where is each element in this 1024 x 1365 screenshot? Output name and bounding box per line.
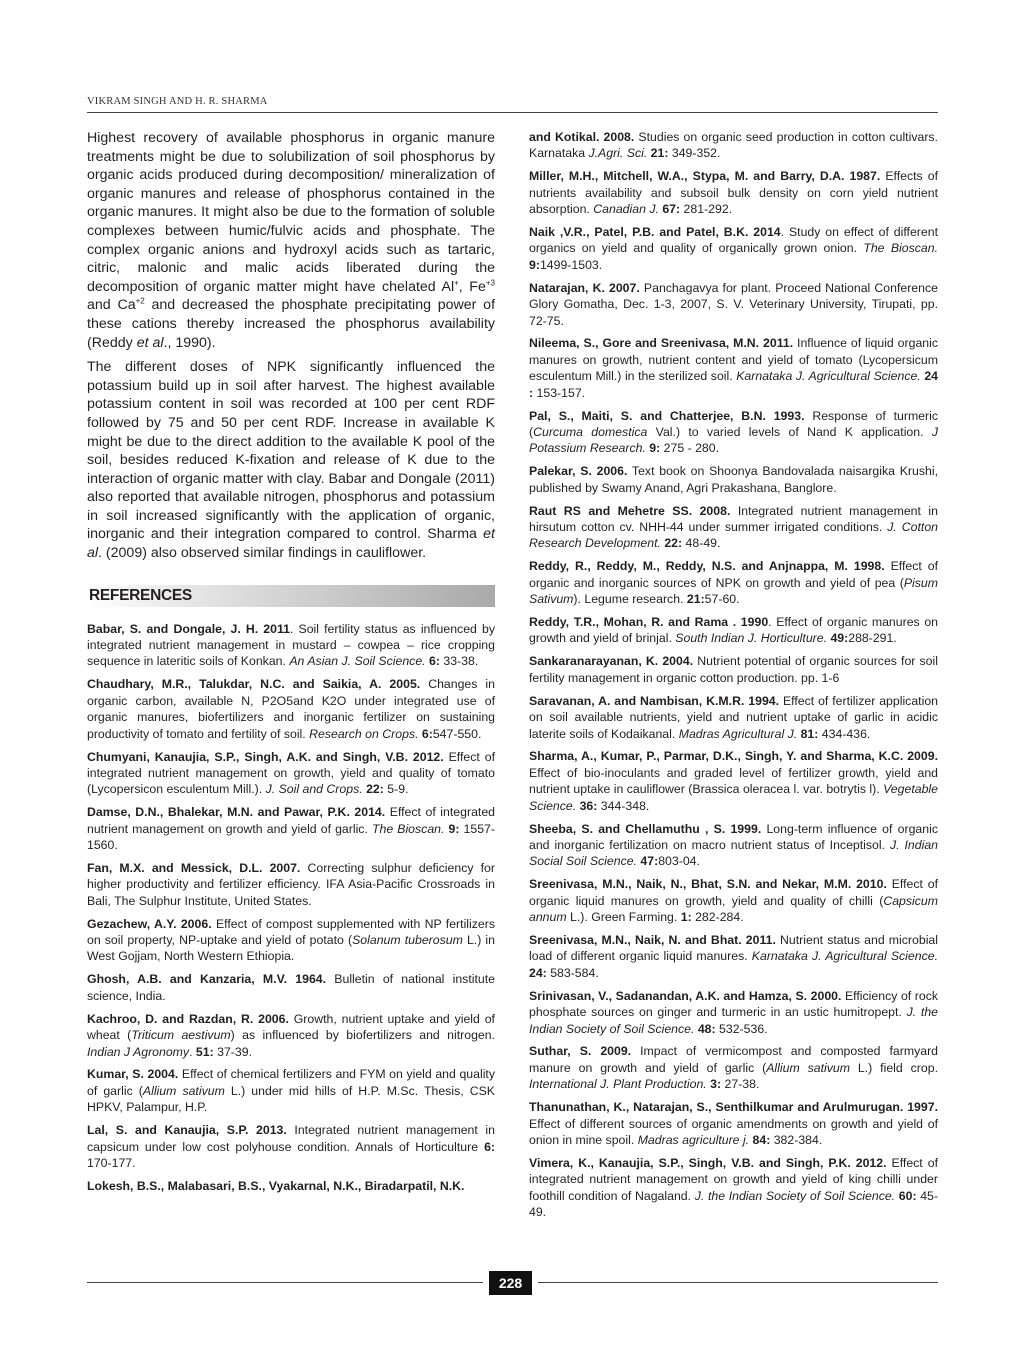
- italic-text: Pisum Sativum: [529, 575, 938, 607]
- ref-authors-text: Fan, M.X. and Messick, D.L. 2007.: [87, 860, 301, 875]
- text-run: L.) field crop.: [850, 1060, 938, 1075]
- text-run: Highest recovery of available phosphorus in organic manure treatments might be due to solubilization of soil phosphorus by organic acids produced during decomposition/ mineralization of organic manures and release of phosphorus contained in the organic manures. It might also be due to the formation of soluble complexes between humic/fulvic acids and phosphate. The complex organic anions and hydroxyl acids such as tartaric, citric, malonic and malic acids liberated during the decomposition of organic matter might have chelated Al: [87, 130, 495, 295]
- text-run: 1499-1503.: [539, 257, 603, 272]
- text-run: Bulletin of national institute science, India.: [87, 972, 495, 1003]
- italic-text: Karnataka J. Agricultural Science.: [736, 369, 921, 384]
- text-run: Effect of integrated nutrient management on growth, yield and quality of tomato (Lycopersicon esculentum Mill.).: [87, 749, 496, 797]
- ref-authors-text: Reddy, T.R., Mohan, R. and Rama . 1990: [529, 615, 769, 630]
- ref-authors-text: Babar, S. and Dongale, J. H. 2011: [87, 621, 290, 636]
- text-run: Effect of chemical fertilizers and FYM on yield and quality of garlic (: [87, 1067, 496, 1098]
- ref-authors-text: 48:: [697, 1021, 716, 1036]
- reference-entry: [529, 224, 938, 273]
- ref-authors-text: Natarajan, K. 2007.: [529, 280, 640, 295]
- reference-entry: [529, 503, 938, 552]
- italic-text: South Indian J. Horticulture.: [675, 631, 828, 646]
- reference-entry: [529, 748, 938, 814]
- italic-text: J Potassium Research.: [529, 425, 938, 456]
- text-run: +3: [485, 278, 495, 288]
- reference-entry: [87, 1011, 495, 1060]
- body-paragraph-2: [87, 358, 495, 563]
- text-run: .: [189, 1044, 196, 1059]
- references-list-right: [529, 129, 938, 1220]
- ref-authors-text: 24:: [529, 965, 547, 980]
- ref-authors-text: 9:: [448, 821, 460, 836]
- text-run: 45-49.: [529, 1188, 938, 1220]
- text-run: 532-536.: [715, 1021, 768, 1036]
- running-head: VIKRAM SINGH AND H. R. SHARMA: [87, 96, 268, 107]
- text-run: Nutrient potential of organic sources for soil fertility management in organic cotton production. pp. 1-6: [529, 654, 938, 685]
- reference-entry: [87, 749, 495, 798]
- text-run: 48-49.: [682, 536, 721, 551]
- text-run: Impact of vermicompost and composted farmyard manure on growth and yield of garlic (: [529, 1044, 939, 1075]
- reference-entry: [87, 1178, 495, 1194]
- reference-entry: [87, 621, 495, 670]
- ref-authors-text: 1:: [680, 910, 692, 925]
- italic-text: Karnataka J. Agricultural Science.: [751, 949, 938, 964]
- reference-entry: [87, 676, 495, 742]
- reference-entry: [529, 821, 938, 870]
- reference-entry: [529, 653, 938, 686]
- italic-text: J. Soil and Crops.: [265, 782, 363, 797]
- text-run: 583-584.: [546, 965, 599, 980]
- italic-text: J. the Indian Society of Soil Science.: [694, 1188, 896, 1203]
- italic-text: Madras Agricultural J.: [678, 726, 798, 741]
- text-run: Text book on Shoonya Bandovalada naisargika Krushi, published by Swamy Anand, Agri Prakashana, Banglore.: [529, 464, 939, 495]
- ref-authors-text: Lokesh, B.S., Malabasari, B.S., Vyakarnal, N.K., Biradarpatil, N.K.: [87, 1178, 465, 1193]
- ref-authors-text: Raut RS and Mehetre SS. 2008.: [529, 503, 731, 518]
- italic-text: Research on Crops.: [309, 726, 419, 741]
- reference-entry: [529, 558, 938, 607]
- text-run: Long-term influence of organic and inorganic fertilization on macro nutrient status of Inceptisol.: [529, 821, 938, 852]
- reference-entry: [87, 860, 495, 909]
- ref-authors-text: 60:: [898, 1188, 917, 1203]
- text-run: 288-291.: [848, 631, 897, 646]
- text-run: Integrated nutrient management in capsicum under low cost polyhouse condition. Annals of Horticulture: [87, 1123, 495, 1154]
- reference-entry: [529, 988, 938, 1037]
- ref-authors-text: Sharma, A., Kumar, P., Parmar, D.K., Singh, Y. and Sharma, K.C. 2009.: [529, 749, 938, 764]
- reference-entry: [529, 1099, 938, 1148]
- text-run: 27-38.: [721, 1077, 760, 1092]
- ref-authors-text: 81:: [800, 726, 819, 741]
- reference-entry: [529, 1155, 938, 1221]
- italic-text: et al: [87, 526, 495, 562]
- ref-authors-text: 51:: [195, 1044, 214, 1059]
- text-run: and Ca: [87, 297, 136, 314]
- text-run: . Effect of organic manures on growth and yield of brinjal.: [529, 615, 938, 646]
- text-run: 170-177.: [87, 1155, 136, 1170]
- text-run: 1557-1560.: [87, 821, 495, 853]
- text-run: Influence of liquid organic manures on growth, nutrient content and yield of tomato (Lycopersicum esculentum Mill.) in the sterilized soil.: [529, 336, 939, 384]
- italic-text: J.Agri. Sci.: [588, 146, 648, 161]
- text-run: 349-352.: [668, 146, 721, 161]
- ref-authors-text: 22:: [366, 782, 384, 797]
- ref-authors-text: Suthar, S. 2009.: [529, 1044, 632, 1059]
- footer-rule-left: [87, 1282, 483, 1283]
- ref-authors-text: Chumyani, Kanaujia, S.P., Singh, A.K. and Singh, V.B. 2012.: [87, 749, 444, 764]
- text-run: 382-384.: [770, 1132, 823, 1147]
- ref-authors-text: 36:: [579, 798, 598, 813]
- text-run: 803-04.: [658, 854, 700, 869]
- ref-authors-text: 6:: [429, 654, 440, 669]
- reference-entry: [87, 916, 495, 965]
- text-run: Studies on organic seed production in cotton cultivars. Karnataka: [529, 130, 938, 161]
- text-run: Effect of fertilizer application on soil available nutrients, yield and nutrient uptake of garlic in acidic laterite soils of Kodaikanal.: [529, 693, 938, 741]
- left-column: [87, 129, 495, 1201]
- ref-authors-text: and Kotikal. 2008.: [529, 130, 635, 144]
- text-run: and decreased the phosphate precipitating power of these cations thereby increased the phosphorus availability (Reddy: [87, 297, 496, 351]
- ref-authors-text: Srinivasan, V., Sadanandan, A.K. and Hamza, S. 2000.: [529, 988, 842, 1003]
- ref-authors-text: Sreenivasa, M.N., Naik, N., Bhat, S.N. and Nekar, M.M. 2010.: [529, 877, 887, 892]
- italic-text: Canadian J.: [593, 202, 659, 217]
- ref-authors-text: 9:: [649, 441, 661, 456]
- text-run: Effect of compost supplemented with NP fertilizers on soil property, NP-uptake and yield of potato (: [87, 916, 495, 948]
- text-run: Response of turmeric (: [529, 408, 938, 439]
- text-run: Nutrient status and microbial load of different organic liquid manures.: [529, 932, 939, 964]
- text-run: L.) under mid hills of H.P. M.Sc. Thesis, CSK HPKV, Palampur, H.P.: [87, 1083, 495, 1115]
- italic-text: An Asian J. Soil Science.: [289, 654, 426, 669]
- reference-entry: [529, 693, 938, 742]
- ref-authors-text: 22:: [664, 536, 683, 551]
- ref-authors-text: Miller, M.H., Mitchell, W.A., Stypa, M. and Barry, D.A. 1987.: [529, 169, 881, 184]
- italic-text: Triticum aestivum: [131, 1028, 231, 1043]
- text-run: 344-348.: [597, 798, 650, 813]
- text-run: Effect of integrated nutrient management on growth and yield of garlic.: [87, 805, 496, 836]
- italic-text: Vegetable Science.: [529, 782, 938, 813]
- italic-text: Curcuma domestica: [533, 425, 648, 439]
- ref-authors-text: 24 :: [529, 369, 938, 400]
- text-run: Correcting sulphur deficiency for higher productivity and fertilizer efficiency. IFA Asia-Pacific Crossroads in Bali, The Sulphur Institute, United States.: [87, 860, 495, 908]
- ref-authors-text: Nileema, S., Gore and Sreenivasa, M.N. 2011.: [529, 336, 794, 351]
- ref-authors-text: 49:: [830, 631, 849, 646]
- text-run: L.). Green Farming.: [566, 910, 681, 925]
- reference-entry: [529, 408, 938, 457]
- text-run: Effect of bio-inoculants and graded level of fertilizer growth, yield and nutrient uptake in cauliflower (Brassica oleracea l. var. botrytis l).: [529, 765, 938, 797]
- ref-authors-text: Sheeba, S. and Chellamuthu , S. 1999.: [529, 821, 762, 836]
- italic-text: Solanum tuberosum: [352, 933, 463, 948]
- text-run: L.) in West Gojjam, North Western Ethiopia.: [87, 933, 495, 964]
- ref-authors-text: Pal, S., Maiti, S. and Chatterjee, B.N. 1993.: [529, 408, 805, 423]
- reference-entry: [529, 614, 938, 647]
- text-run: Growth, nutrient uptake and yield of wheat (: [87, 1011, 495, 1043]
- ref-authors-text: 9:: [529, 257, 540, 272]
- reference-entry: [529, 129, 938, 162]
- ref-authors-text: Thanunathan, K., Natarajan, S., Senthilkumar and Arulmurugan. 1997.: [529, 1100, 938, 1115]
- text-run: Integrated nutrient management in hirsutum cotton cv. NHH-44 under summer irrigated conditions.: [529, 503, 938, 535]
- text-run: , Fe: [458, 278, 486, 295]
- ref-authors-text: Vimera, K., Kanaujia, S.P., Singh, V.B. and Singh, P.K. 2012.: [529, 1155, 887, 1170]
- text-run: ). Legume research.: [573, 592, 687, 607]
- text-run: . Study on effect of different organics on yield and quality of organically grown onion.: [529, 225, 938, 256]
- text-run: +2: [135, 296, 145, 306]
- italic-text: International J. Plant Production.: [529, 1077, 707, 1092]
- reference-entry: [529, 876, 938, 925]
- reference-entry: [529, 1043, 938, 1092]
- references-list-left: [87, 621, 495, 1195]
- ref-authors-text: Ghosh, A.B. and Kanzaria, M.V. 1964.: [87, 972, 327, 987]
- ref-authors-text: 67:: [662, 202, 681, 217]
- text-run: 37-39.: [213, 1044, 252, 1059]
- text-run: The different doses of NPK significantly influenced the potassium build up in soil after harvest. The highest available potassium content in soil was recorded at 100 per cent RDF followed by 75 and 50 per cent RDF. Increase in available K might be due to the direct addition to the available K pool of the soil, besides reduced K-fixation and release of K due to the interaction of organic matter with clay. Babar and Dongale (2011) also reported that available nitrogen, phosphorus and potassium in soil increased significantly with the application of organic, inorganic and their integration compared to control. Sharma: [87, 359, 495, 543]
- body-paragraph-1: [87, 129, 495, 352]
- ref-authors-text: Naik ,V.R., Patel, P.B. and Patel, B.K. 2014: [529, 225, 781, 240]
- text-run: Changes in organic carbon, available N, P2O5and K2O under integrated use of organic manures, biofertilizers and inorganic fertilizer on sustaining productivity of tomato and fertility of soil.: [87, 677, 495, 741]
- italic-text: Madras agriculture j.: [637, 1132, 750, 1147]
- ref-authors-text: Reddy, R., Reddy, M., Reddy, N.S. and Anjnappa, M. 1998.: [529, 559, 885, 574]
- italic-text: Capsicum annum: [529, 893, 938, 925]
- reference-entry: [87, 1066, 495, 1115]
- text-run: Effect of integrated nutrient management on growth and yield of king chilli under foothill condition of Nagaland.: [529, 1155, 938, 1203]
- ref-authors-text: 84:: [752, 1132, 771, 1147]
- ref-authors-text: Palekar, S. 2006.: [529, 464, 628, 479]
- reference-entry: [87, 1122, 495, 1171]
- text-run: 57-60.: [704, 592, 740, 607]
- ref-authors-text: 21:: [686, 592, 705, 607]
- reference-entry: [529, 280, 938, 329]
- ref-authors-text: 3:: [710, 1077, 722, 1092]
- italic-text: J. the Indian Society of Soil Science.: [529, 1005, 938, 1036]
- ref-authors-text: Sankaranarayanan, K. 2004.: [529, 654, 694, 669]
- ref-authors-text: Sreenivasa, M.N., Naik, N. and Bhat. 2011.: [529, 932, 776, 947]
- ref-authors-text: Lal, S. and Kanaujia, S.P. 2013.: [87, 1123, 287, 1138]
- reference-entry: [529, 463, 938, 496]
- ref-authors-text: Damse, D.N., Bhalekar, M.N. and Pawar, P.K. 2014.: [87, 805, 386, 820]
- text-run: Effect of organic liquid manures on growth, yield and quality of chilli (: [529, 877, 938, 908]
- italic-text: et al: [136, 334, 164, 351]
- text-run: . (2009) also observed similar findings in cauliflower.: [98, 545, 427, 562]
- references-heading: REFERENCES: [87, 585, 495, 607]
- reference-entry: [87, 971, 495, 1004]
- text-run: 153-157.: [533, 385, 586, 400]
- reference-entry: [87, 804, 495, 853]
- text-run: Effect of organic and inorganic sources of NPK on growth and yield of pea (: [529, 559, 938, 590]
- ref-authors-text: 47:: [640, 854, 659, 869]
- text-run: Panchagavya for plant. Proceed National Conference Glory Gomatha, Dec. 1-3, 2007, S. V. Veterinary University, Tirupati, pp. 72-75.: [529, 280, 938, 328]
- ref-authors-text: 21:: [650, 146, 669, 161]
- text-run: 434-436.: [818, 726, 871, 741]
- italic-text: Allium sativum: [142, 1083, 225, 1098]
- text-run: 547-550.: [432, 726, 482, 741]
- ref-authors-text: 6:: [421, 726, 433, 741]
- italic-text: J. Cotton Research Development.: [529, 520, 938, 551]
- ref-authors-text: Saravanan, A. and Nambisan, K.M.R. 1994.: [529, 693, 780, 708]
- text-run: Val.) to varied levels of Nand K application.: [647, 425, 932, 439]
- ref-authors-text: Gezachew, A.Y. 2006.: [87, 916, 212, 931]
- text-run: ) as influenced by biofertilizers and nitrogen.: [230, 1028, 495, 1043]
- text-run: . Soil fertility status as influenced by integrated nutrient management in mustard – cowpea – rice cropping sequence in lateritic soils of Konkan.: [87, 621, 495, 669]
- italic-text: J. Indian Social Soil Science.: [529, 837, 938, 869]
- text-run: 275 - 280.: [660, 441, 720, 456]
- italic-text: The Bioscan.: [863, 241, 938, 256]
- text-run: 33-38.: [439, 654, 479, 669]
- right-column: [529, 129, 938, 1227]
- text-run: 281-292.: [680, 202, 733, 217]
- reference-entry: [529, 168, 938, 217]
- text-run: Efficiency of rock phosphate sources on ginger and turmeric in an ustic humitropept.: [529, 988, 938, 1020]
- header-rule: [87, 112, 938, 113]
- italic-text: The Bioscan.: [371, 821, 445, 836]
- text-run: +: [454, 278, 459, 288]
- italic-text: Allium sativum: [766, 1060, 850, 1075]
- text-run: 282-284.: [691, 910, 744, 925]
- ref-authors-text: Kachroo, D. and Razdan, R. 2006.: [87, 1011, 289, 1026]
- text-run: Effect of different sources of organic amendments on growth and yield of onion in mine spoil.: [529, 1116, 938, 1147]
- reference-entry: [529, 335, 938, 401]
- text-run: Effects of nutrients availability and subsoil bulk density on corn yield nutrient absorption.: [529, 169, 938, 217]
- ref-authors-text: Kumar, S. 2004.: [87, 1067, 179, 1082]
- page-number: 228: [489, 1271, 532, 1295]
- text-run: 5-9.: [383, 782, 409, 797]
- reference-entry: [529, 932, 938, 981]
- ref-authors-text: 6:: [484, 1139, 495, 1154]
- ref-authors-text: Chaudhary, M.R., Talukdar, N.C. and Saikia, A. 2005.: [87, 677, 421, 692]
- text-run: ., 1990).: [163, 334, 216, 351]
- footer-rule-right: [538, 1282, 938, 1283]
- italic-text: Indian J Agronomy: [87, 1044, 190, 1059]
